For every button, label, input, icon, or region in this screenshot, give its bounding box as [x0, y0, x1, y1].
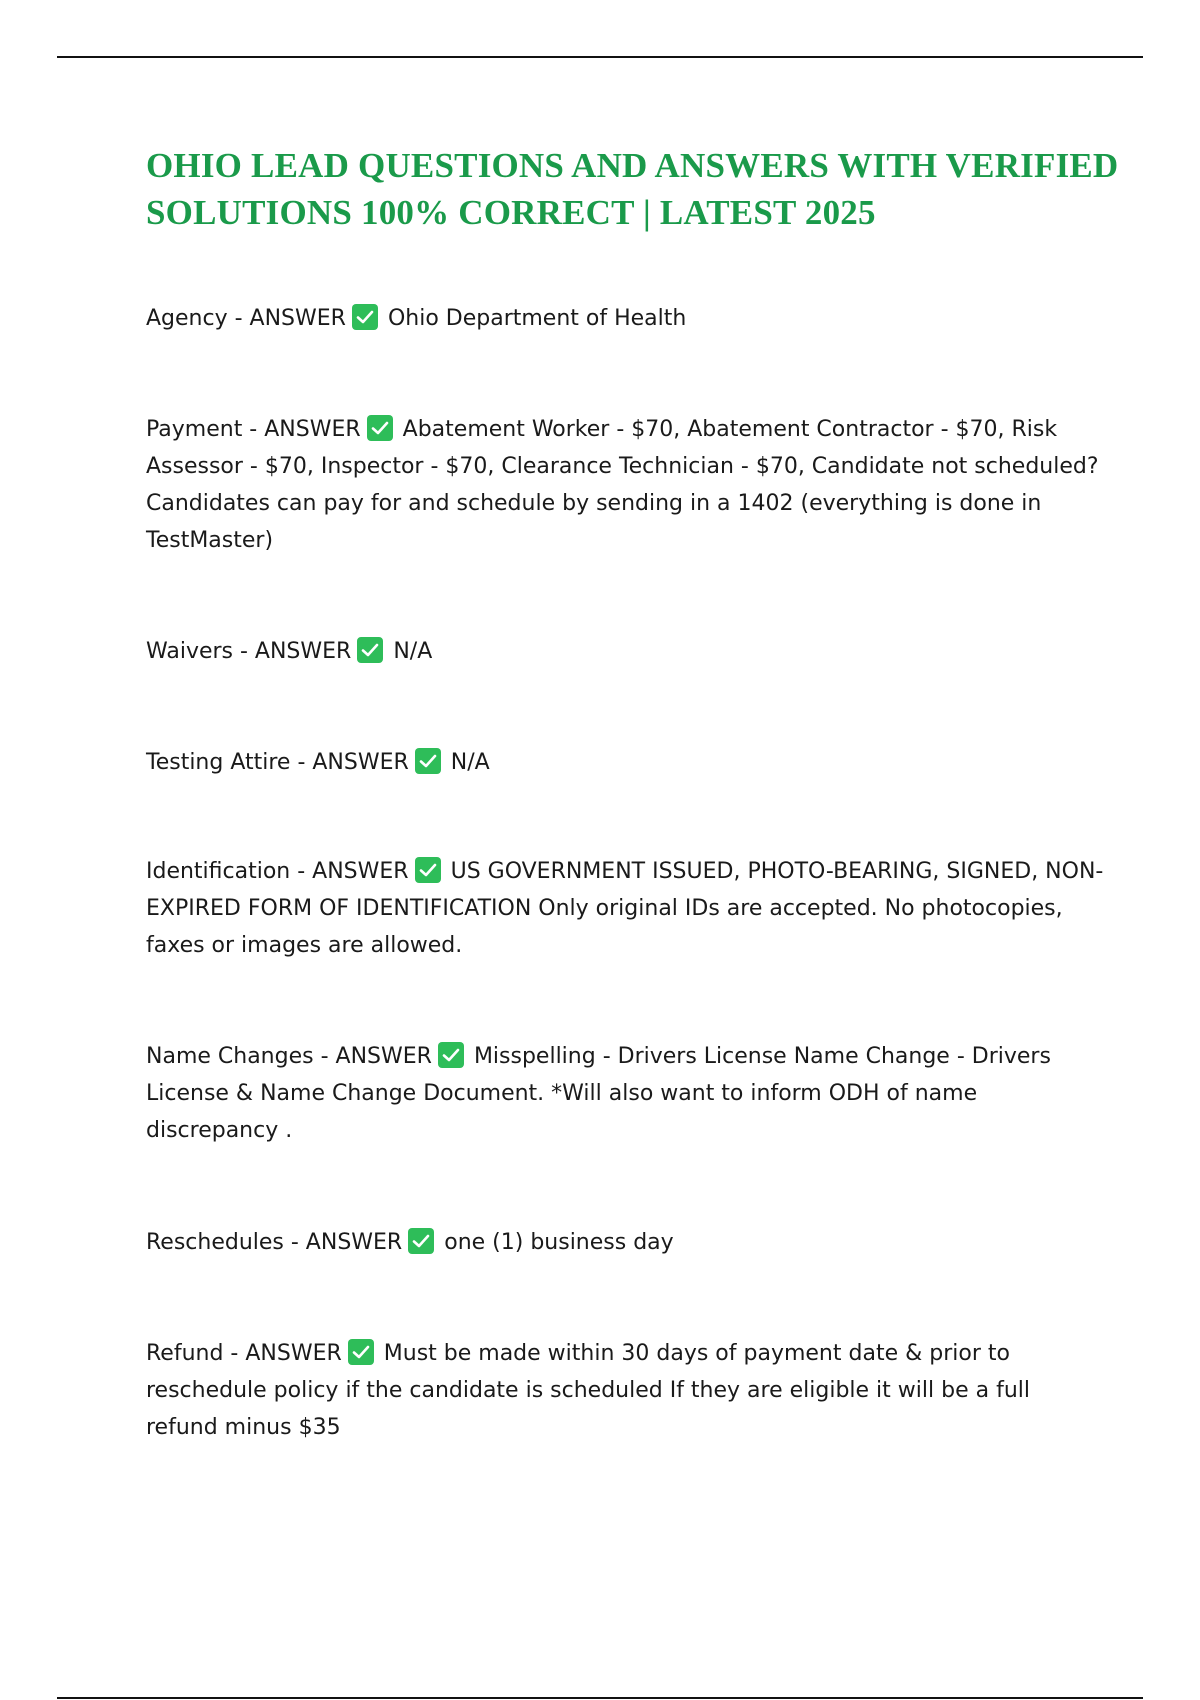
check-mark-icon — [367, 415, 393, 441]
qa-item-reschedules — [146, 1224, 1106, 1261]
question-label: Agency - ANSWER — [146, 306, 346, 331]
question-label: Refund - ANSWER — [146, 1341, 342, 1366]
check-mark-icon — [357, 637, 383, 663]
qa-item-waivers — [146, 633, 1106, 670]
document-title: OHIO LEAD QUESTIONS AND ANSWERS WITH VERIFIED SOLUTIONS 100% CORRECT | LATEST 2025 — [146, 146, 1119, 232]
answer-text: N/A — [393, 639, 433, 664]
qa-item-refund — [146, 1335, 1106, 1446]
check-mark-icon — [408, 1228, 434, 1254]
qa-item-agency — [146, 300, 1106, 337]
answer-text: Ohio Department of Health — [387, 306, 687, 331]
qa-item-identification — [146, 853, 1106, 964]
question-label: Identification - ANSWER — [146, 859, 409, 884]
qa-item-testing-attire — [146, 744, 1106, 781]
question-label: Payment - ANSWER — [146, 417, 361, 442]
answer-text: one (1) business day — [444, 1230, 674, 1255]
qa-item-name-changes — [146, 1038, 1106, 1149]
answer-text: Abatement Worker - $70, Abatement Contractor - $70, Risk Assessor - $70, Inspector - $70, Clearance Technician - $70, Candidate not scheduled? Candidates can pay for and schedule by sending in a 1402 (everything is done in TestMaster) — [146, 417, 1099, 553]
question-label: Reschedules - ANSWER — [146, 1230, 403, 1255]
bottom-rule — [57, 1697, 1143, 1699]
top-rule — [57, 56, 1143, 58]
answer-text: Misspelling - Drivers License Name Change - Drivers License & Name Change Document. *Will also want to inform ODH of name discrepancy . — [146, 1044, 1051, 1143]
check-mark-icon — [415, 748, 441, 774]
question-label: Testing Attire - ANSWER — [146, 750, 409, 775]
question-label: Waivers - ANSWER — [146, 639, 352, 664]
check-mark-icon — [415, 857, 441, 883]
check-mark-icon — [348, 1339, 374, 1365]
qa-item-payment — [146, 411, 1106, 559]
check-mark-icon — [438, 1042, 464, 1068]
answer-text: N/A — [450, 750, 490, 775]
question-label: Name Changes - ANSWER — [146, 1044, 432, 1069]
check-mark-icon — [352, 304, 378, 330]
answer-text: Must be made within 30 days of payment date & prior to reschedule policy if the candidate is scheduled If they are eligible it will be a full refund minus $35 — [146, 1341, 1030, 1440]
answer-text: US GOVERNMENT ISSUED, PHOTO-BEARING, SIGNED, NON-EXPIRED FORM OF IDENTIFICATION Only original IDs are accepted. No photocopies, faxes or images are allowed. — [146, 859, 1104, 958]
